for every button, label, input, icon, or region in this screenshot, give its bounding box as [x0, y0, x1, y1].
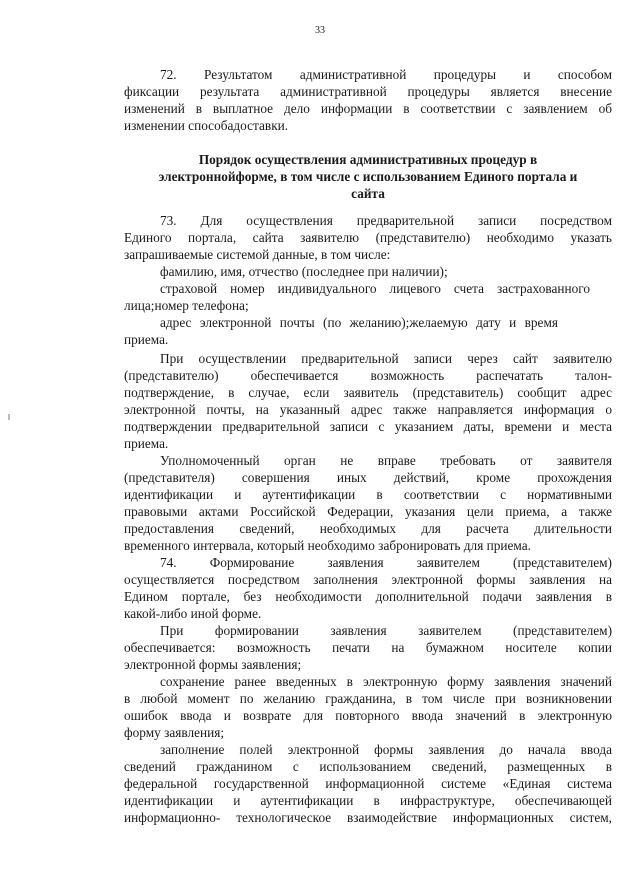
- text-line: правовыми актами Российской Федерации, указания цели приема, а также: [124, 504, 612, 519]
- text-line: идентификации и аутентификации в инфраструктуре, обеспечивающей: [124, 793, 612, 808]
- text-line: информационно- технологическое взаимодействие информационных систем,: [124, 810, 612, 825]
- text-line: подтверждении предварительной записи с указанием даты, времени и места: [124, 419, 612, 434]
- text-line: фиксации результата административной процедуры является внесение: [124, 84, 612, 99]
- text-line: предоставления сведений, необходимых для расчета длительности: [124, 521, 612, 536]
- text-line: (представителю) обеспечивается возможность распечатать талон-: [124, 368, 612, 383]
- text-line: сохранение ранее введенных в электронную форму заявления значений: [160, 674, 612, 689]
- text-line: форму заявления;: [124, 725, 225, 740]
- text-line: изменении способадоставки.: [124, 118, 289, 133]
- text-line: лица;номер телефона;: [124, 298, 249, 313]
- text-line: Уполномоченный орган не вправе требовать от заявителя: [160, 453, 612, 468]
- section-heading-line: сайта: [351, 186, 385, 201]
- text-line: изменений в выплатное дело информации в соответствии с заявлением об: [124, 101, 612, 116]
- section-heading-line: Порядок осуществления административных процедур в: [198, 152, 538, 167]
- text-line: При осуществлении предварительной записи через сайт заявителю: [160, 351, 612, 366]
- text-line: в любой момент по желанию гражданина, в том числе при возникновении: [124, 691, 612, 706]
- text-line: 74. Формирование заявления заявителем (представителем): [160, 555, 612, 570]
- text-line: приема.: [124, 436, 169, 451]
- text-line: адрес электронной почты (по желанию);желаемую дату и время: [160, 315, 558, 330]
- page-number: 33: [315, 25, 325, 36]
- scan-artifact: [8, 414, 10, 420]
- text-line: 73. Для осуществления предварительной записи посредством: [160, 213, 612, 228]
- text-line: временного интервала, который необходимо забронировать для приема.: [124, 538, 531, 553]
- text-line: заполнение полей электронной формы заявления до начала ввода: [160, 742, 612, 757]
- text-line: приема.: [124, 332, 169, 347]
- text-line: страховой номер индивидуального лицевого счета застрахованного: [160, 281, 590, 296]
- text-line: федеральной государственной информационной системе «Единая система: [124, 776, 612, 791]
- text-line: осуществляется посредством заполнения электронной формы заявления на: [124, 572, 612, 587]
- text-line: идентификации и аутентификации в соответствии с нормативными: [124, 487, 612, 502]
- text-line: электронной почты, на указанный адрес также направляется информация о: [124, 402, 612, 417]
- text-line: Единого портала, сайта заявителю (представителю) необходимо указать: [124, 230, 612, 245]
- text-line: фамилию, имя, отчество (последнее при наличии);: [160, 264, 448, 279]
- text-line: какой-либо иной форме.: [124, 606, 262, 621]
- section-heading-line: электроннойформе, в том числе с использованием Единого портала и: [158, 169, 578, 184]
- text-line: (представителя) совершения иных действий, кроме прохождения: [124, 470, 612, 485]
- text-line: При формировании заявления заявителем (представителем): [160, 623, 612, 638]
- text-line: запрашиваемые системой данные, в том числе:: [124, 247, 391, 262]
- text-line: 72. Результатом административной процедуры и способом: [160, 67, 612, 82]
- text-line: обеспечивается: возможность печати на бумажном носителе копии: [124, 640, 612, 655]
- text-line: сведений гражданином с использованием сведений, размещенных в: [124, 759, 612, 774]
- text-line: ошибок ввода и возврате для повторного ввода значений в электронную: [124, 708, 612, 723]
- text-line: Едином портале, без необходимости дополнительной подачи заявления в: [124, 589, 612, 604]
- text-line: электронной формы заявления;: [124, 657, 302, 672]
- text-line: подтверждение, в случае, если заявитель (представитель) сообщит адрес: [124, 385, 612, 400]
